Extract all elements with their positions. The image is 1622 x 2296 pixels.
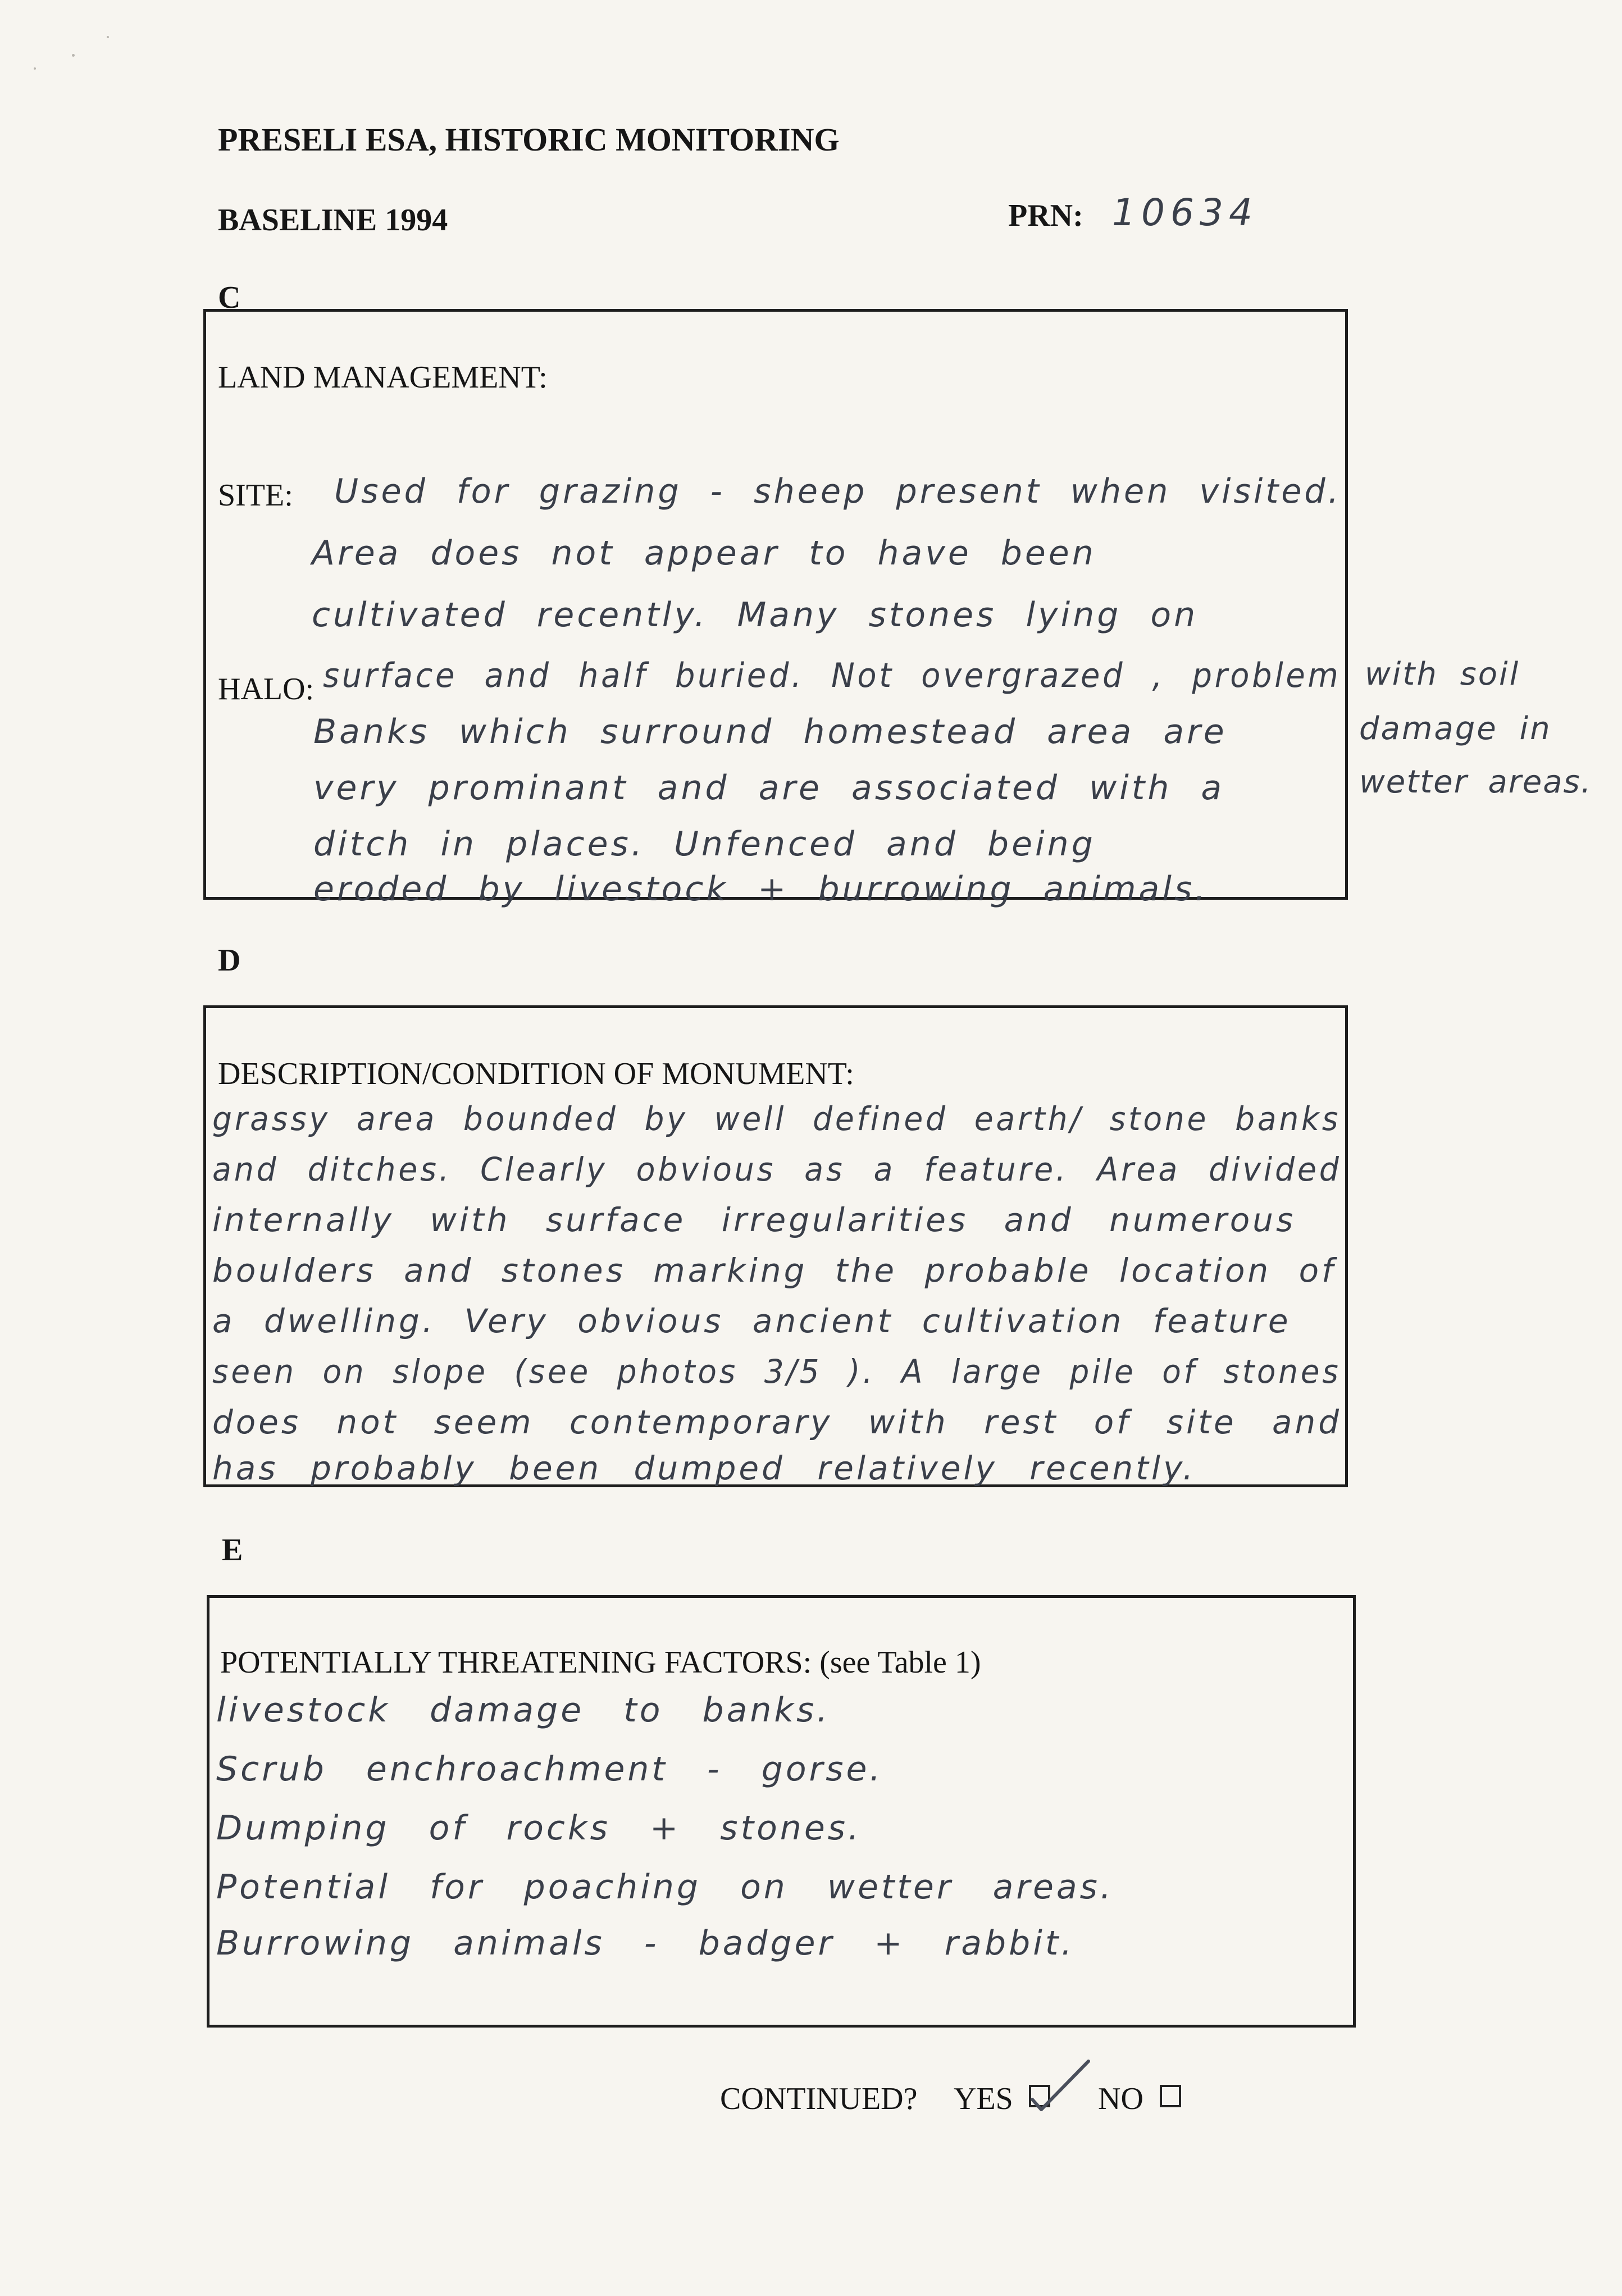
description-line: grassy area bounded by well defined earth/ stone banks (212, 1100, 1341, 1138)
land-management-line: Area does not appear to have been (312, 534, 1096, 573)
margin-note-line: damage in (1359, 710, 1552, 747)
description-line: internally with surface irregularities and numerous (212, 1201, 1296, 1239)
no-checkbox[interactable] (1160, 2085, 1181, 2107)
threat-line: livestock damage to banks. (216, 1691, 831, 1730)
threatening-factors-heading: POTENTIALLY THREATENING FACTORS: (see Table 1) (220, 1645, 981, 1680)
scan-speck (34, 67, 36, 70)
baseline-label: BASELINE 1994 (218, 203, 448, 238)
description-line: and ditches. Clearly obvious as a feature. Area divided (212, 1150, 1342, 1188)
section-c-letter: C (218, 280, 241, 315)
description-line: boulders and stones marking the probable location of (212, 1251, 1336, 1290)
form-title: PRESELI ESA, HISTORIC MONITORING (218, 121, 840, 158)
land-management-line: Banks which surround homestead area are (313, 712, 1227, 751)
margin-note-line: with soil (1365, 656, 1520, 693)
no-label: NO (1098, 2081, 1143, 2116)
yes-label: YES (954, 2081, 1013, 2116)
check-mark-icon (1028, 2056, 1095, 2117)
description-heading: DESCRIPTION/CONDITION OF MONUMENT: (218, 1056, 854, 1091)
description-line: a dwelling. Very obvious ancient cultivation feature (212, 1302, 1291, 1340)
prn-value: 10634 (1112, 191, 1258, 234)
continued-label: CONTINUED? (720, 2081, 918, 2116)
description-line: has probably been dumped relatively recently. (212, 1449, 1196, 1487)
margin-note-line: wetter areas. (1359, 764, 1592, 800)
description-line: seen on slope (see photos 3/5 ). A large pile of stones (212, 1352, 1341, 1391)
scan-speck (72, 54, 75, 57)
prn-label: PRN: (1008, 198, 1083, 233)
land-management-line: Used for grazing - sheep present when visited. (334, 472, 1342, 511)
land-management-line: ditch in places. Unfenced and being (313, 824, 1096, 864)
threat-line: Potential for poaching on wetter areas. (216, 1867, 1114, 1907)
threat-line: Scrub enchroachment - gorse. (216, 1750, 883, 1789)
section-d-letter: D (218, 943, 241, 978)
threat-line: Dumping of rocks + stones. (216, 1808, 862, 1848)
land-management-line: cultivated recently. Many stones lying on (312, 595, 1199, 635)
description-line: does not seem contemporary with rest of site and (212, 1403, 1342, 1441)
land-management-line: surface and half buried. Not overgrazed , problem (323, 656, 1341, 695)
threat-line: Burrowing animals - badger + rabbit. (216, 1924, 1075, 1963)
halo-label: HALO: (218, 672, 315, 707)
section-e-letter: E (222, 1533, 243, 1568)
land-management-line: eroded by livestock + burrowing animals. (313, 869, 1209, 909)
land-management-line: very prominant and are associated with a (313, 768, 1225, 808)
site-label: SITE: (218, 478, 293, 513)
scan-speck (107, 36, 109, 38)
land-management-heading: LAND MANAGEMENT: (218, 360, 548, 395)
